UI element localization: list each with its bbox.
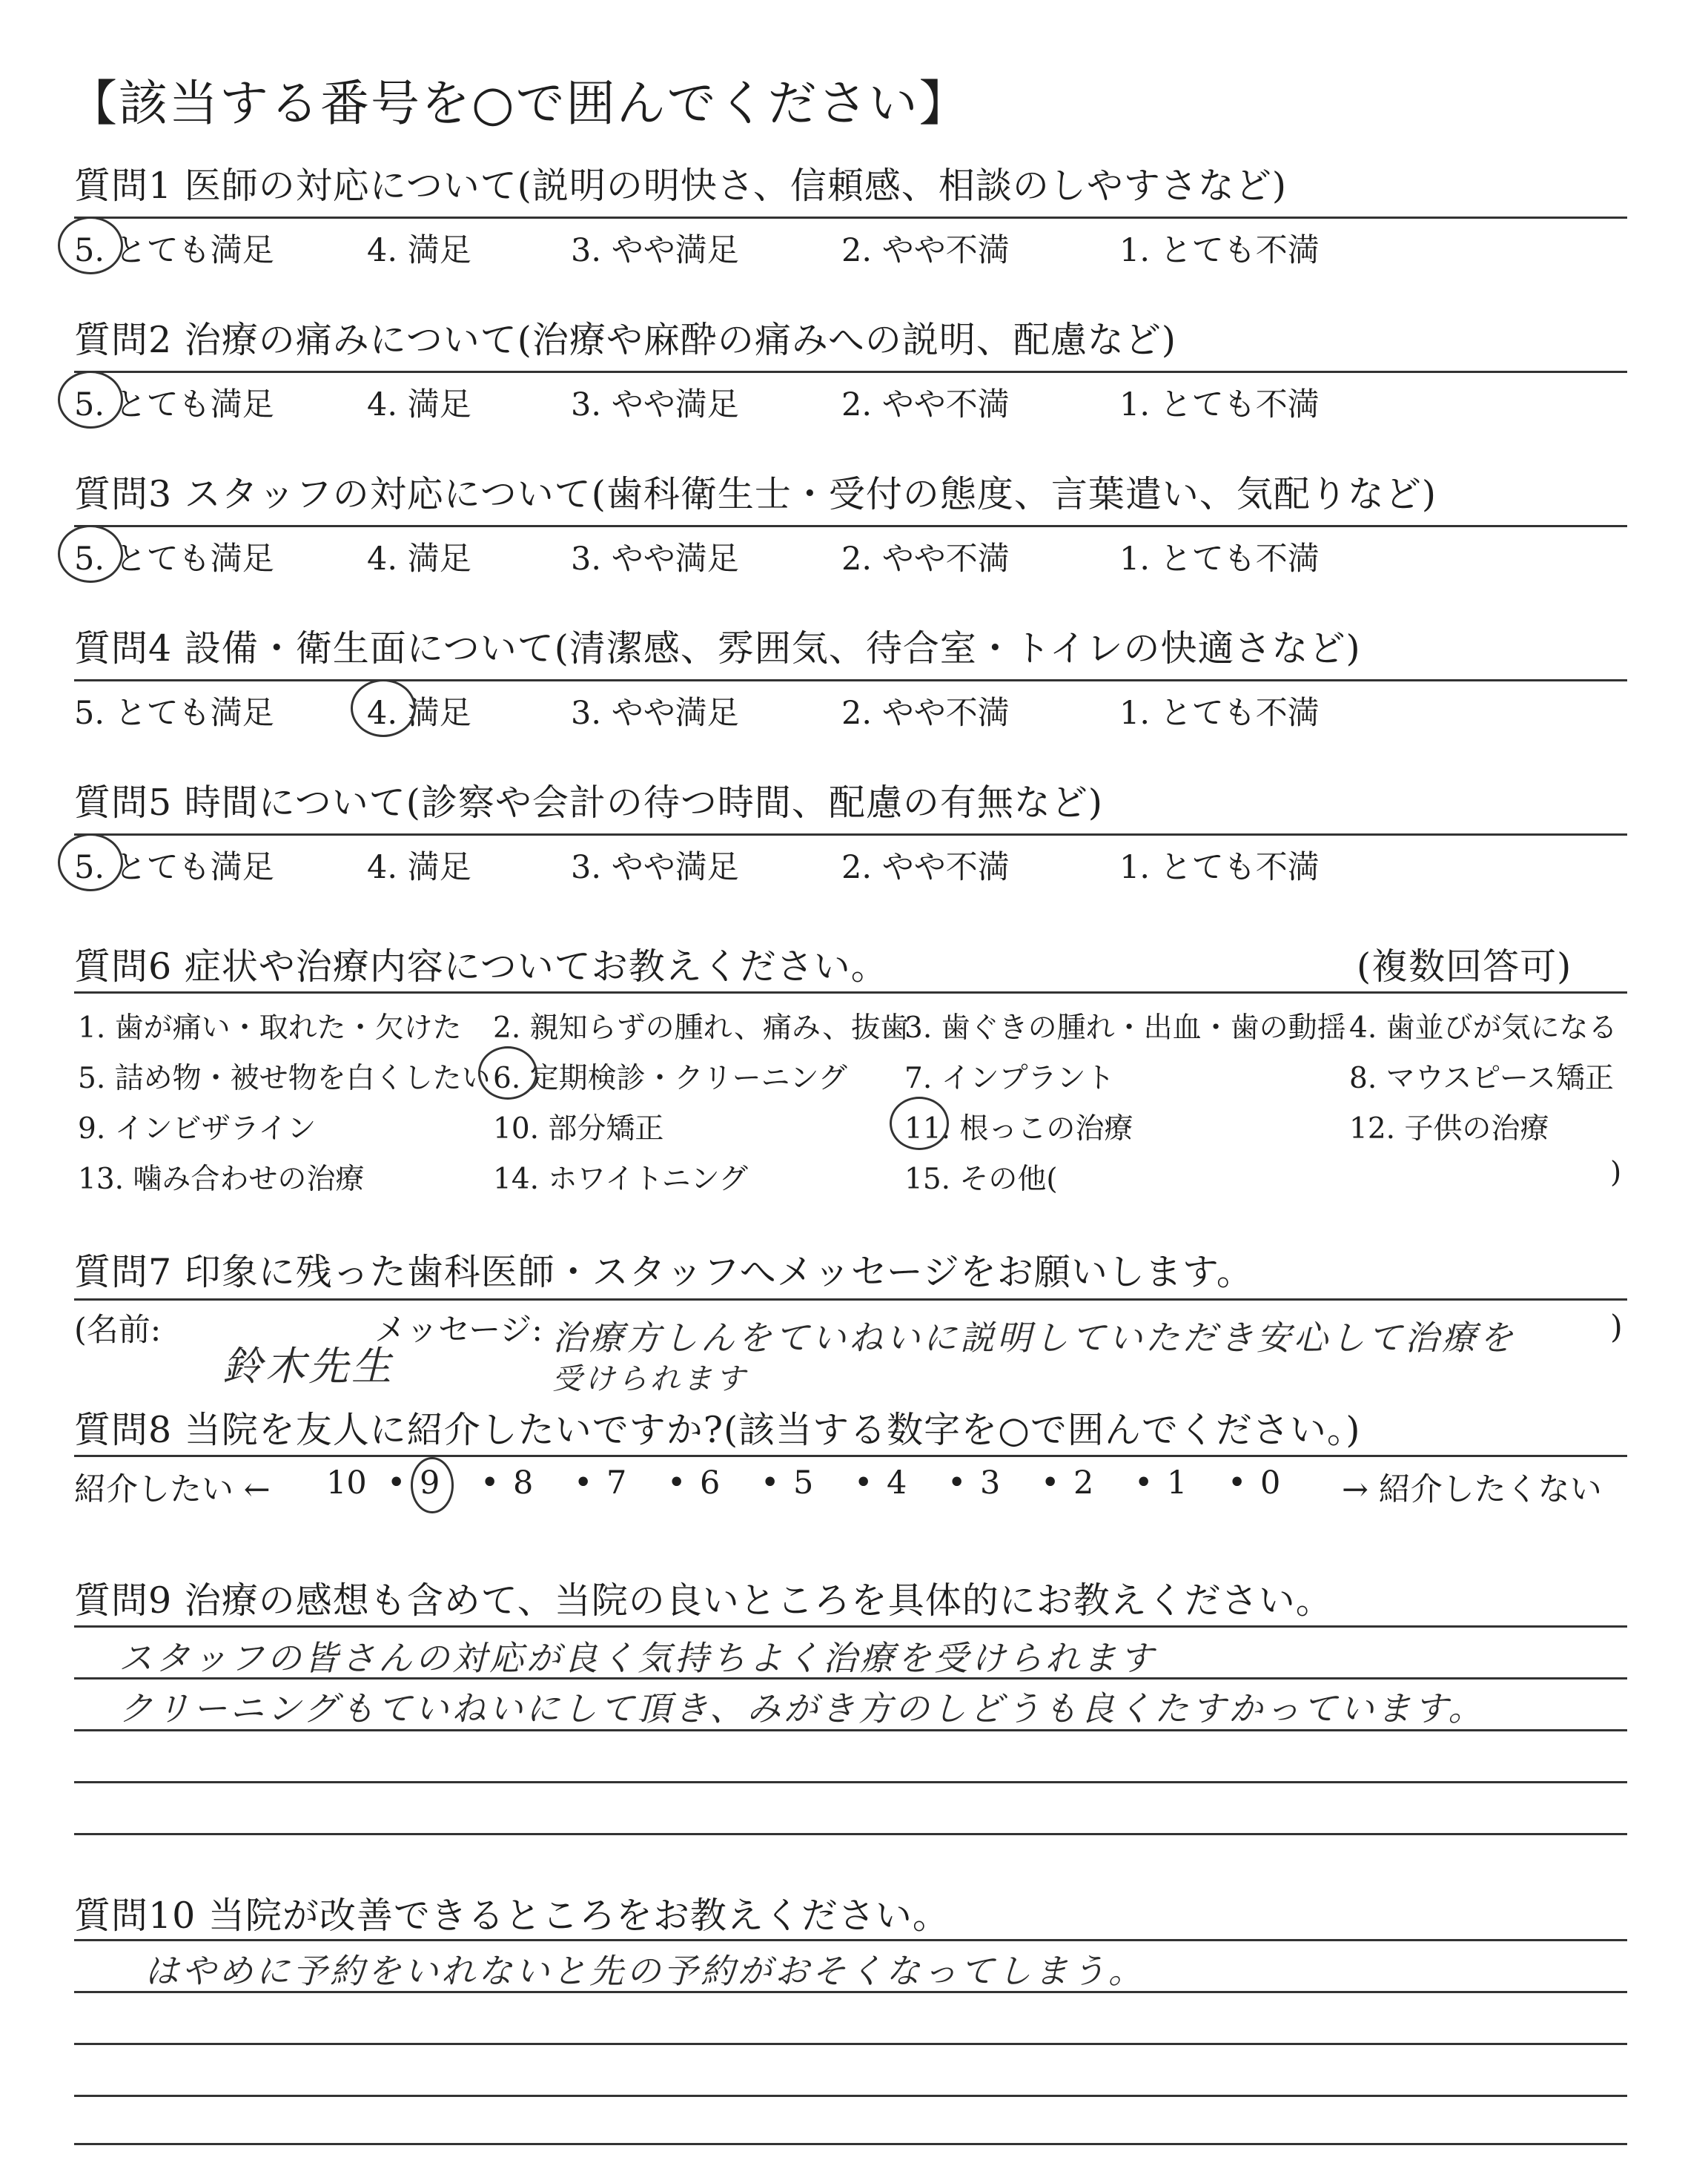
q8-rule: [74, 1455, 1627, 1457]
scale-separator: •: [667, 1464, 686, 1502]
recommend-score[interactable]: 7: [606, 1464, 627, 1502]
q5-option[interactable]: 1. とても不満: [1119, 849, 1320, 886]
q10-rule-3: [74, 2043, 1627, 2045]
scale-separator: •: [574, 1464, 593, 1502]
q6-option[interactable]: 2. 親知らずの腫れ、痛み、抜歯: [493, 1011, 910, 1045]
scale-separator: •: [854, 1464, 873, 1502]
q6-other-close: ): [1610, 1156, 1622, 1189]
q2-option[interactable]: 5. とても満足: [74, 386, 274, 423]
q6-rule: [74, 991, 1627, 994]
q4-option[interactable]: 5. とても満足: [74, 695, 274, 732]
close-paren: ): [1610, 1309, 1623, 1346]
q1-rule: [74, 217, 1627, 219]
q5-option[interactable]: 2. やや不満: [841, 849, 1010, 886]
scale-separator: •: [1041, 1464, 1060, 1502]
q6-label: 質問6 症状や治療内容についてお教えください。: [74, 945, 888, 988]
q1-option[interactable]: 4. 満足: [367, 232, 471, 269]
recommend-score[interactable]: 10: [326, 1464, 367, 1502]
scale-separator: •: [1228, 1464, 1247, 1502]
q4-option[interactable]: 4. 満足: [367, 695, 471, 732]
scale-separator: •: [1134, 1464, 1153, 1502]
name-handwritten: 鈴木先生: [222, 1343, 394, 1390]
q9-label: 質問9 治療の感想も含めて、当院の良いところを具体的にお教えください。: [74, 1579, 1333, 1622]
q1-selected-circle: [58, 217, 123, 274]
q5-option[interactable]: 4. 満足: [367, 849, 471, 886]
q8-selected-circle: [411, 1457, 454, 1513]
scale-separator: •: [761, 1464, 780, 1502]
q9-rule-5: [74, 1833, 1627, 1835]
q6-option[interactable]: 6. 定期検診・クリーニング: [493, 1062, 847, 1095]
q5-option[interactable]: 5. とても満足: [74, 849, 274, 886]
q10-rule-5: [74, 2143, 1627, 2145]
q3-label: 質問3 スタッフの対応について(歯科衛生士・受付の態度、言葉遣い、気配りなど): [74, 473, 1437, 515]
scale-separator: •: [387, 1464, 406, 1502]
name-label: (名前:: [74, 1312, 162, 1349]
q4-option[interactable]: 2. やや不満: [841, 695, 1010, 732]
q4-rule: [74, 679, 1627, 681]
page-title: 【該当する番号を○で囲んでください】: [68, 75, 970, 132]
q6-option[interactable]: 1. 歯が痛い・取れた・欠けた: [78, 1011, 462, 1045]
q5-rule: [74, 833, 1627, 836]
q4-option[interactable]: 3. やや満足: [571, 695, 739, 732]
recommend-score[interactable]: 6: [700, 1464, 721, 1502]
q4-selected-circle: [351, 679, 416, 737]
q10-rule-1: [74, 1939, 1627, 1941]
q6-option[interactable]: 15. その他(: [904, 1163, 1058, 1196]
q6-option[interactable]: 13. 噛み合わせの治療: [78, 1163, 365, 1196]
message-line-1: 治療方しんをていねいに説明していただき安心して治療を: [552, 1318, 1516, 1358]
recommend-left-label: 紹介したい ←: [74, 1471, 271, 1508]
q3-option[interactable]: 1. とても不満: [1119, 541, 1320, 578]
q1-option[interactable]: 1. とても不満: [1119, 232, 1320, 269]
q6-option[interactable]: 11. 根っこの治療: [904, 1112, 1133, 1146]
recommend-score[interactable]: 3: [980, 1464, 1001, 1502]
message-label: メッセージ:: [374, 1312, 543, 1349]
q9-answer-line-2: クリーニングもていねいにして頂き、みがき方のしどうも良くたすかっています。: [119, 1688, 1486, 1728]
q9-answer-line-1: スタッフの皆さんの対応が良く気持ちよく治療を受けられます: [119, 1638, 1156, 1678]
q1-option[interactable]: 5. とても満足: [74, 232, 274, 269]
q6-option[interactable]: 3. 歯ぐきの腫れ・出血・歯の動揺: [904, 1011, 1346, 1045]
q6-selected-circle: [478, 1046, 537, 1100]
q2-option[interactable]: 1. とても不満: [1119, 386, 1320, 423]
q5-option[interactable]: 3. やや満足: [571, 849, 739, 886]
recommend-score[interactable]: 4: [887, 1464, 907, 1502]
q6-selected-circle: [890, 1097, 949, 1150]
q6-option[interactable]: 9. インビザライン: [78, 1112, 317, 1146]
recommend-score[interactable]: 5: [793, 1464, 814, 1502]
recommend-score[interactable]: 0: [1260, 1464, 1281, 1502]
q10-label: 質問10 当院が改善できるところをお教えください。: [74, 1895, 950, 1937]
q2-selected-circle: [58, 371, 123, 429]
q6-option[interactable]: 12. 子供の治療: [1349, 1112, 1549, 1146]
q10-answer-line-1: はやめに予約をいれないと先の予約がおそくなってしまう。: [145, 1951, 1145, 1991]
scale-separator: •: [947, 1464, 967, 1502]
q2-rule: [74, 371, 1627, 373]
q1-option[interactable]: 2. やや不満: [841, 232, 1010, 269]
q3-option[interactable]: 2. やや不満: [841, 541, 1010, 578]
q8-label: 質問8 当院を友人に紹介したいですか?(該当する数字を○で囲んでください。): [74, 1409, 1361, 1451]
q1-option[interactable]: 3. やや満足: [571, 232, 739, 269]
q6-note: (複数回答可): [1357, 945, 1572, 988]
scale-separator: •: [480, 1464, 500, 1502]
q4-option[interactable]: 1. とても不満: [1119, 695, 1320, 732]
q6-option[interactable]: 7. インプラント: [904, 1062, 1115, 1095]
q7-rule: [74, 1298, 1627, 1301]
q2-option[interactable]: 3. やや満足: [571, 386, 739, 423]
q2-option[interactable]: 4. 満足: [367, 386, 471, 423]
recommend-score[interactable]: 9: [420, 1464, 440, 1502]
q2-option[interactable]: 2. やや不満: [841, 386, 1010, 423]
q6-option[interactable]: 10. 部分矯正: [493, 1112, 664, 1146]
q9-rule-4: [74, 1781, 1627, 1783]
q5-selected-circle: [58, 833, 123, 891]
recommend-right-label: → 紹介したくない: [1342, 1471, 1602, 1508]
q3-option[interactable]: 5. とても満足: [74, 541, 274, 578]
q10-rule-4: [74, 2095, 1627, 2097]
recommend-score[interactable]: 2: [1073, 1464, 1094, 1502]
q6-option[interactable]: 8. マウスピース矯正: [1349, 1062, 1614, 1095]
q3-option[interactable]: 4. 満足: [367, 541, 471, 578]
q2-label: 質問2 治療の痛みについて(治療や麻酔の痛みへの説明、配慮など): [74, 319, 1177, 361]
q3-option[interactable]: 3. やや満足: [571, 541, 739, 578]
q3-rule: [74, 525, 1627, 527]
q1-label: 質問1 医師の対応について(説明の明快さ、信頼感、相談のしやすさなど): [74, 165, 1288, 207]
q6-option[interactable]: 4. 歯並びが気になる: [1349, 1011, 1618, 1045]
q9-rule-1: [74, 1625, 1627, 1628]
recommend-score[interactable]: 1: [1167, 1464, 1188, 1502]
q7-label: 質問7 印象に残った歯科医師・スタッフへメッセージをお願いします。: [74, 1251, 1254, 1293]
recommend-score[interactable]: 8: [513, 1464, 534, 1502]
q6-option[interactable]: 14. ホワイトニング: [493, 1163, 748, 1196]
message-line-2: 受けられます: [552, 1362, 748, 1396]
q4-label: 質問4 設備・衛生面について(清潔感、雰囲気、待合室・トイレの快適さなど): [74, 627, 1361, 670]
q6-option[interactable]: 5. 詰め物・被せ物を白くしたい: [78, 1062, 491, 1095]
q3-selected-circle: [58, 525, 123, 583]
q5-label: 質問5 時間について(診察や会計の待つ時間、配慮の有無など): [74, 782, 1104, 824]
